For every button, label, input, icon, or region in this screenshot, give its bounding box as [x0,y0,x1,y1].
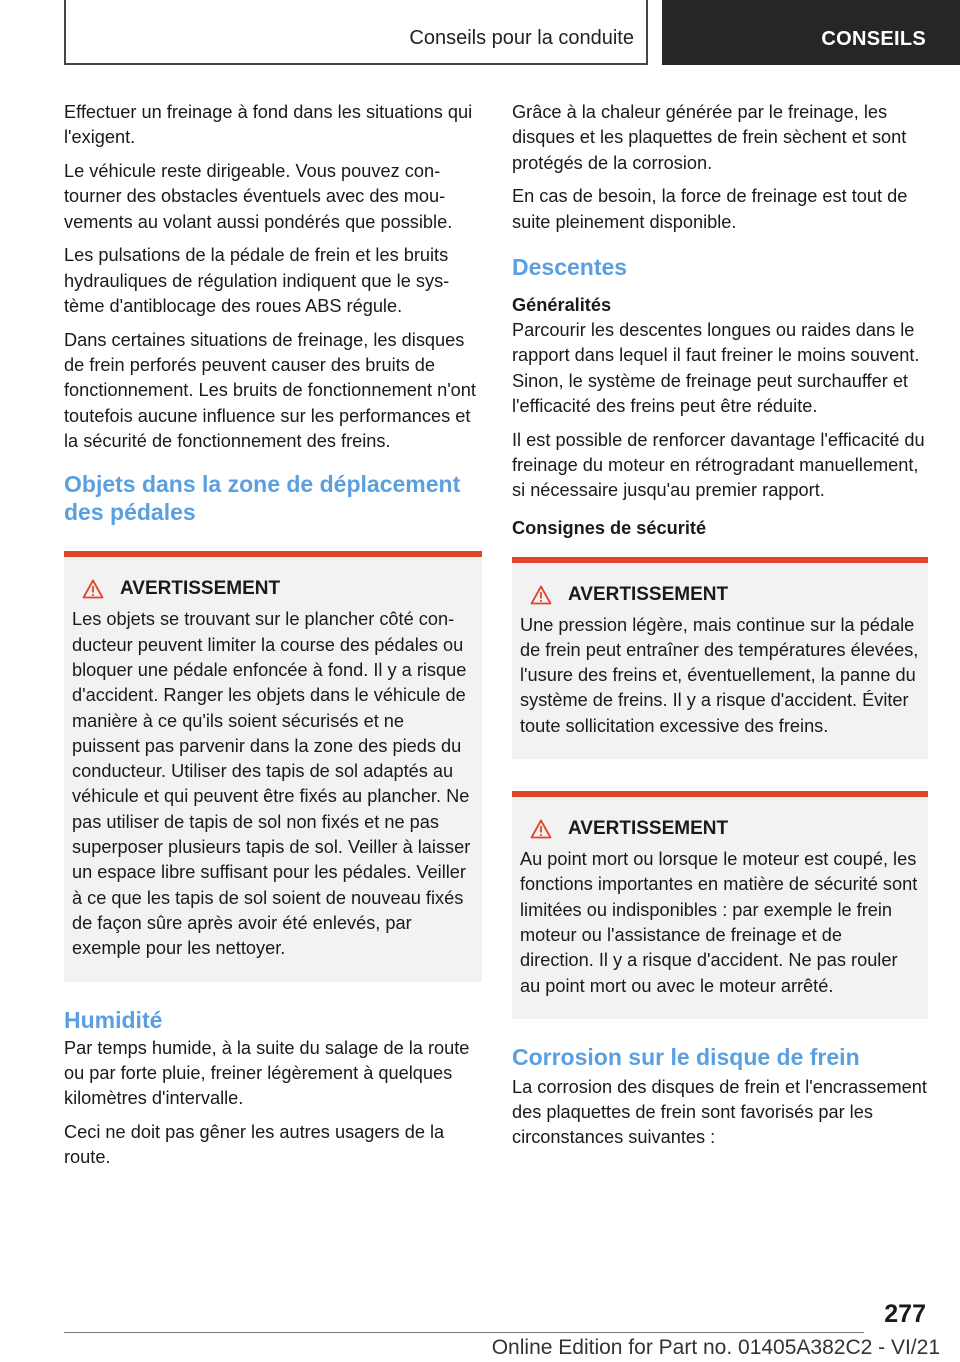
warning-header [520,817,920,841]
paragraph: En cas de besoin, la force de freinage est tout de suite pleinement disponible. [512,186,908,232]
paragraph: Grâce à la chaleur générée par le freinage, les disques et les plaquettes de frein sèchent et sont protégés de la corrosion. [512,102,907,173]
warning-title: AVERTISSEMENT [568,583,729,605]
subheading-consignes: Consignes de sécurité [512,517,707,538]
paragraph: Dans certaines situations de freinage, les disques de frein perforés peuvent causer des bruits de fonctionnement. Les bruits de fonctionnement n'ont toutefois aucune influence sur les performances et la sécurité de fonctionnement des freins. [64,329,476,452]
left-column [64,100,482,1179]
warning-header [520,583,920,607]
warning-text: Les objets se trouvant sur le plancher côté conducteur peuvent limiter la course des pédales ou bloquer une pédale enfoncée à fond. Il y a risque d'accident. Ranger les objets dans le véhicule de manière à ce qu'ils soient sécurisés et ne puissent pas parvenir dans la zone des pieds du conducteur. Utiliser des tapis de sol adaptés au véhicule et qui peuvent être fixés au plancher. Ne pas utiliser de tapis de sol non fixés et ne pas superposer plusieurs tapis de sol. Veiller à laisser un espace libre suffisant pour les pédales. Veiller à ce que les tapis de sol soient de nouveau fixés de façon sûre après avoir été enlevés, par exemple pour les nettoyer. [72,609,471,959]
warning-box [512,557,928,759]
paragraph: Le véhicule reste dirigeable. Vous pouvez contourner des obstacles éventuels avec des mouvements au volant aussi pondérés que possible. [64,161,453,232]
warning-triangle-icon [82,579,104,599]
heading-descentes: Descentes [512,253,628,280]
page-number: 277 [884,1300,926,1328]
warning-title: AVERTISSEMENT [120,578,281,600]
right-column [512,100,928,1159]
warning-header [72,577,474,601]
heading-objets: Objets dans la zone de déplacement des pédales [64,471,461,526]
paragraph: Effectuer un freinage à fond dans les situations qui l'exigent. [64,102,473,148]
paragraph: Ceci ne doit pas gêner les autres usagers de la route. [64,1121,445,1168]
warning-triangle-icon [530,585,552,605]
footer-divider [64,1332,864,1333]
heading-humidite: Humidité [64,1006,163,1033]
heading-corrosion: Corrosion sur le disque de frein [512,1043,860,1070]
section-title: Conseils pour la conduite [64,0,648,65]
edition-text: Online Edition for Part no. 01405A382C2 - VI/21 [491,1336,940,1359]
paragraph: La corrosion des disques de frein et l'encrassement des plaquettes de frein sont favorisés par les circonstances suivantes : [512,1076,927,1148]
paragraph: Par temps humide, à la suite du salage de la route ou par forte pluie, freiner légèrement à quelques kilomètres d'intervalle. [64,1037,470,1109]
warning-text: Une pression légère, mais continue sur la pédale de frein peut entraîner des températures élevées, l'usure des freins et, éventuellement, la panne du système de freins. Il y a risque d'accident. Éviter toute sollicitation excessive des freins. [520,614,919,736]
paragraph: Les pulsations de la pédale de frein et les bruits hydrauliques de régulation indiquent que le système d'antiblocage des roues ABS régule. [64,245,450,317]
chapter-title: CONSEILS [662,0,960,65]
paragraph: Parcourir les descentes longues ou raides dans le rapport dans lequel il faut freiner le moins souvent. Sinon, le système de freinage peut surchauffer et l'efficacité des freins peut être réduite. [512,319,920,416]
warning-text: Au point mort ou lorsque le moteur est coupé, les fonctions importantes en matière de sécurité sont limitées ou indisponibles : par exemple le frein moteur ou l'assistance de freinage et de direction. Il y a risque d'accident. Ne pas rouler au point mort ou avec le moteur arrêté. [520,849,918,996]
warning-triangle-icon [530,819,552,839]
subheading-generalites: Généralités [512,294,612,315]
warning-title: AVERTISSEMENT [568,818,729,840]
warning-box [512,791,928,1019]
warning-box [64,551,482,981]
page-header [64,0,960,65]
paragraph: Il est possible de renforcer davantage l'efficacité du freinage du moteur en rétrogradant manuellement, si nécessaire jusqu'au premier rapport. [512,429,925,501]
